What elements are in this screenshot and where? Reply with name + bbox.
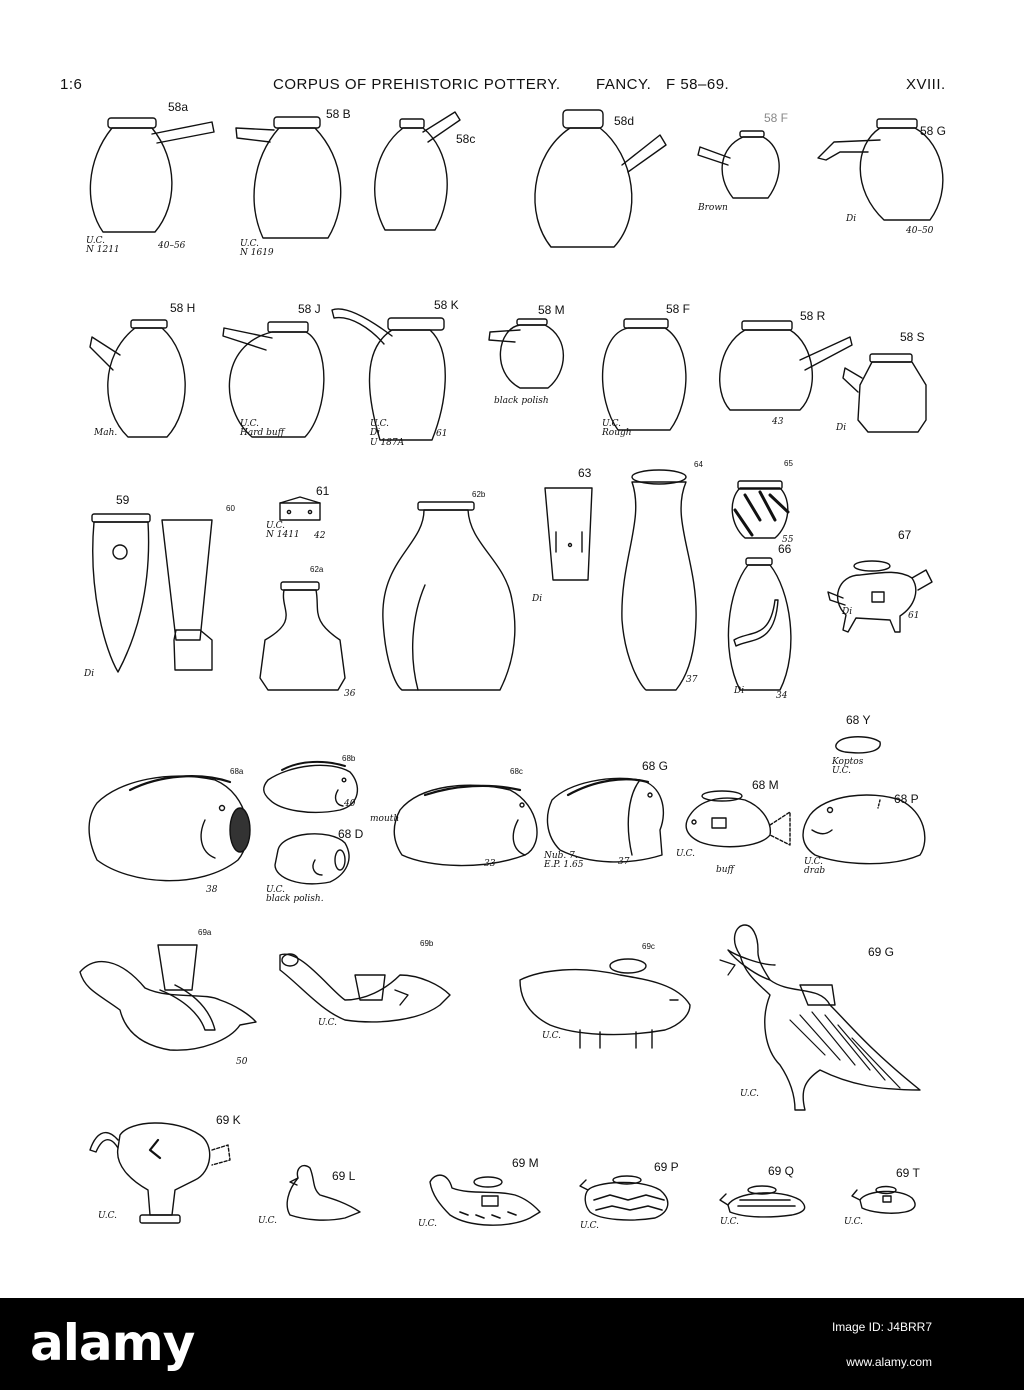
figure-note: Di: [84, 669, 95, 679]
vessel-69a: [80, 945, 256, 1050]
figure-note: U.C. black polish.: [266, 885, 324, 905]
vessel-62b: [383, 502, 515, 690]
figure-label: 58 F: [666, 302, 691, 316]
site-link[interactable]: www.alamy.com: [846, 1355, 932, 1369]
figure-label: 69b: [420, 939, 434, 948]
figure-note: black polish: [494, 396, 549, 406]
figure-note: 40–50: [906, 226, 934, 236]
plate-number: XVIII.: [906, 76, 946, 93]
figure-label: 64: [694, 460, 703, 469]
figure-note: 38: [206, 885, 218, 895]
figure-note: Di: [846, 214, 857, 224]
figure-label: 58 G: [920, 124, 947, 138]
figure-note: Mah.: [94, 428, 118, 438]
vessel-58m: [489, 319, 563, 388]
figure-note: 50: [236, 1057, 248, 1067]
figure-note: Nub. 7. E.P. 1.65: [544, 851, 584, 871]
figure-label: 68b: [342, 754, 356, 763]
figure-label: 69 K: [216, 1113, 241, 1127]
figure-label: 69 Q: [768, 1164, 795, 1178]
figure-note: 61: [908, 611, 920, 621]
figure-note: U.C.: [542, 1031, 562, 1041]
vessel-69m: [430, 1175, 540, 1225]
vessel-68d: [275, 834, 349, 884]
vessel-58h: [90, 320, 185, 437]
figure-note: 40: [344, 799, 356, 809]
figure-note: Di: [734, 686, 745, 696]
figure-label: 68 Y: [846, 713, 871, 727]
vessel-63: [545, 488, 592, 580]
figure-note: U.C. drab: [804, 857, 826, 877]
figure-label: 58d: [614, 114, 635, 128]
stock-footer: [0, 1298, 1024, 1390]
figure-label: 61: [316, 484, 330, 498]
figure-label: 69 G: [868, 945, 895, 959]
figure-note: U.C.: [258, 1216, 278, 1226]
vessel-58b: [236, 117, 341, 238]
figure-label: 58a: [168, 100, 189, 114]
vessel-69q: [720, 1186, 805, 1217]
vessel-66: [728, 558, 790, 690]
figure-label: 58 M: [538, 303, 565, 317]
figure-note: U.C. Rough: [602, 419, 632, 439]
figure-note: U.C.: [740, 1089, 760, 1099]
figure-note: U.C.: [580, 1221, 600, 1231]
figure-note: U.C.: [418, 1219, 438, 1229]
vessel-58c: [375, 112, 460, 230]
figure-label: 69 M: [512, 1156, 539, 1170]
vessel-58f: [698, 131, 779, 198]
figure-note: mouth: [370, 814, 400, 824]
figure-note: 33: [484, 859, 496, 869]
figure-note: U.C.: [844, 1217, 864, 1227]
figure-note: 55: [782, 535, 794, 545]
figure-note: 42: [314, 531, 326, 541]
vessel-60: [162, 520, 212, 670]
image-id-text: Image ID: J4BRR7: [831, 1320, 932, 1334]
vessel-68a: [89, 776, 250, 881]
figure-label: 69c: [642, 942, 655, 951]
figure-label: 63: [578, 466, 592, 480]
vessel-58s: [843, 354, 926, 432]
vessel-58f-row2: [603, 319, 686, 430]
figure-label: 69 T: [896, 1166, 920, 1180]
figure-note: U.C. Di U 187A: [370, 419, 405, 448]
figure-note: U.C.: [676, 849, 696, 859]
figure-note: 34: [776, 691, 788, 701]
vessel-58d: [535, 110, 666, 247]
figure-label: 69 P: [654, 1160, 679, 1174]
figure-note: U.C. N 1619: [240, 239, 274, 259]
figure-note: 61: [436, 429, 448, 439]
figure-note: U.C. N 1411: [266, 521, 300, 541]
figure-label: 58 J: [298, 302, 321, 316]
figure-label: 69a: [198, 928, 212, 937]
vessel-69p: [580, 1176, 668, 1220]
figure-note: 43: [772, 417, 784, 427]
vessel-58r: [720, 321, 852, 410]
vessel-65: [732, 481, 788, 538]
figure-note: U.C.: [318, 1018, 338, 1028]
figure-note: 37: [618, 857, 630, 867]
figure-note: 36: [344, 689, 356, 699]
vessel-62a: [260, 582, 345, 690]
image-id: [832, 1318, 932, 1336]
vessel-69t: [852, 1187, 915, 1214]
vessel-59: [92, 514, 150, 672]
figure-note: Koptos U.C.: [832, 757, 864, 777]
figure-label: 59: [116, 493, 130, 507]
figure-note: 40–56: [158, 241, 186, 251]
vessel-68m: [686, 791, 790, 847]
figure-label: 68 D: [338, 827, 364, 841]
figure-note: 37: [686, 675, 698, 685]
plate-title: CORPUS OF PREHISTORIC POTTERY.: [273, 76, 561, 93]
figure-label: 60: [226, 504, 235, 513]
figure-note: Brown: [698, 203, 728, 213]
vessel-58a: [90, 118, 214, 232]
figure-label: 62a: [310, 565, 324, 574]
alamy-logo[interactable]: alamy: [30, 1314, 195, 1372]
figure-note: Di: [842, 607, 853, 617]
vessel-68c: [394, 785, 537, 865]
plate-section: FANCY.: [596, 76, 652, 93]
scale-label: 1:6: [60, 76, 83, 93]
figure-label: 67: [898, 528, 912, 542]
figure-label: 58 F: [764, 111, 789, 125]
figure-label: 58c: [456, 132, 476, 146]
figure-label: 68 P: [894, 792, 919, 806]
vessel-64: [622, 470, 696, 690]
figure-label: 68a: [230, 767, 244, 776]
vessel-69k: [90, 1123, 230, 1223]
figure-label: 68c: [510, 767, 523, 776]
vessel-68y: [836, 737, 880, 753]
figure-note: U.C.: [98, 1211, 118, 1221]
figure-label: 58 S: [900, 330, 925, 344]
figure-label: 68 G: [642, 759, 669, 773]
vessel-68g: [547, 778, 663, 862]
vessel-69b: [280, 954, 450, 1022]
figure-label: 66: [778, 542, 792, 556]
plate-range: F 58–69.: [666, 76, 730, 93]
figure-note: U.C.: [720, 1217, 740, 1227]
figure-note: U.C. N 1211: [86, 236, 120, 256]
figure-note: Di: [532, 594, 543, 604]
figure-label: 69 L: [332, 1169, 356, 1183]
figure-label: 58 K: [434, 298, 459, 312]
figure-label: 65: [784, 459, 793, 468]
figure-label: 58 R: [800, 309, 826, 323]
figure-label: 58 B: [326, 107, 351, 121]
figure-label: 58 H: [170, 301, 196, 315]
figure-note: Di: [836, 423, 847, 433]
figure-label: 68 M: [752, 778, 779, 792]
vessel-61: [280, 497, 320, 520]
figure-note: U.C. Hard buff: [240, 419, 285, 439]
figure-label: 62b: [472, 490, 486, 499]
figure-note: buff: [716, 865, 734, 875]
